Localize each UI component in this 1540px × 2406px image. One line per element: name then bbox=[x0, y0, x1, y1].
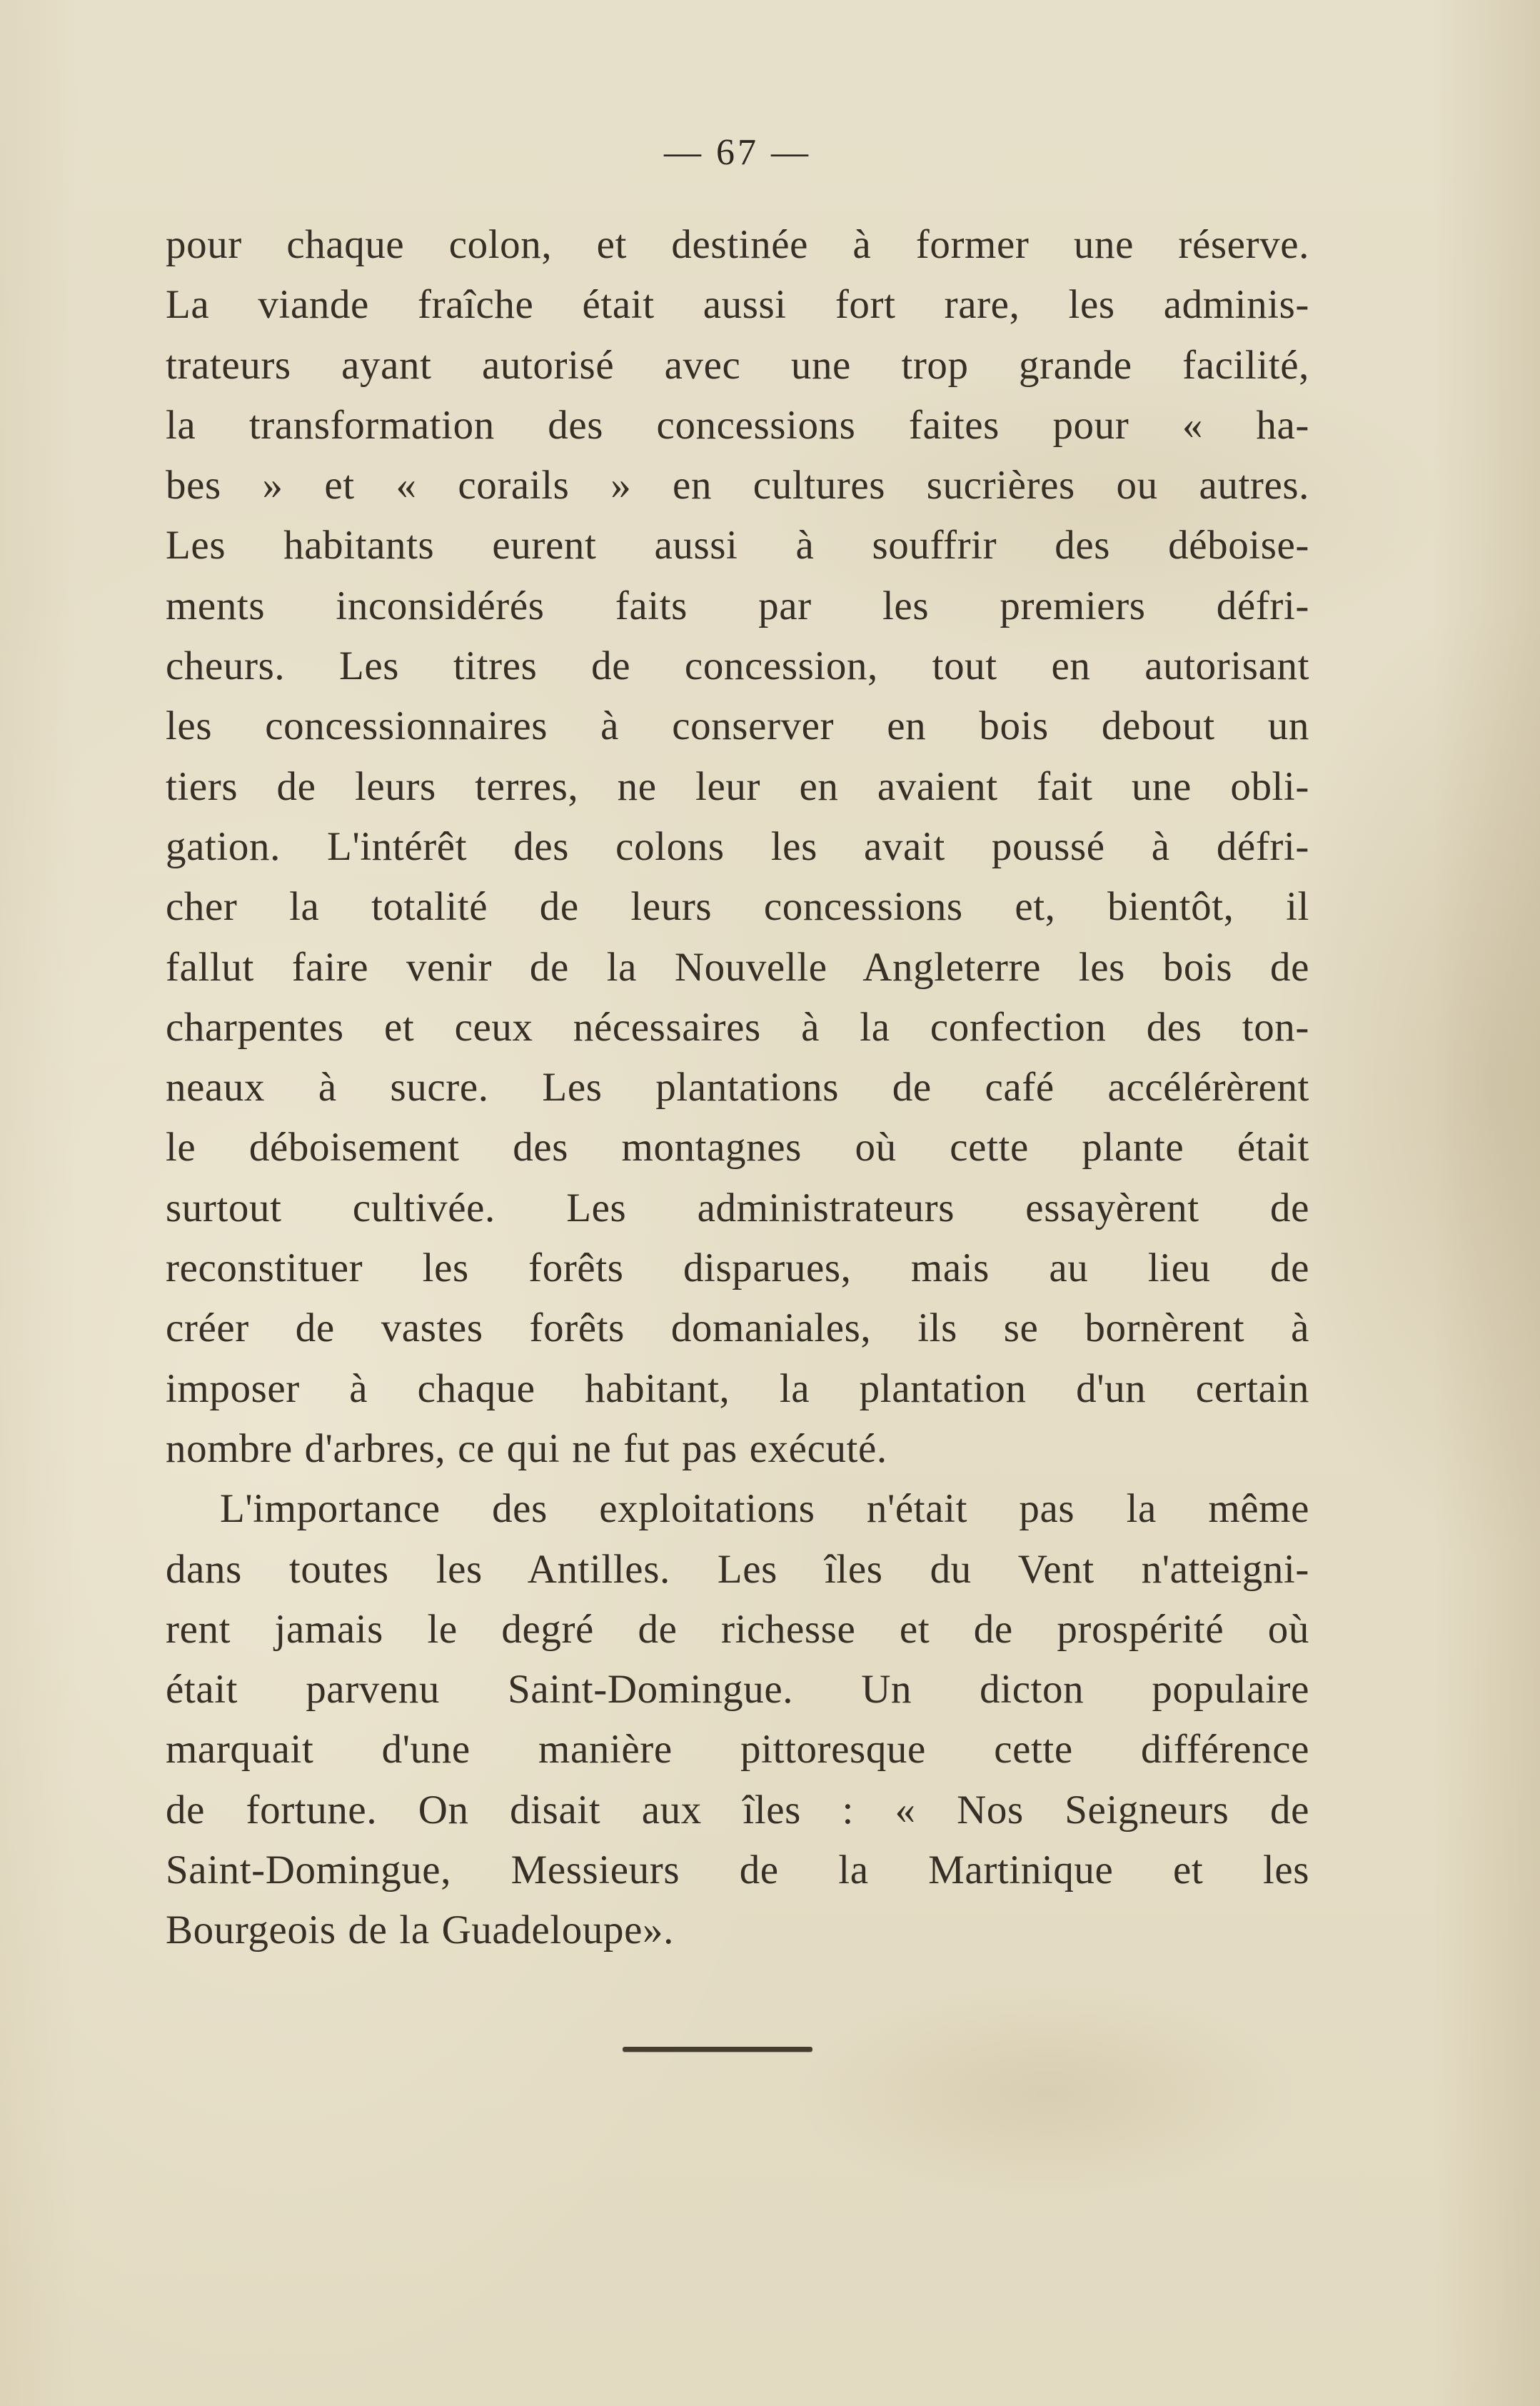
section-divider-rule bbox=[623, 2047, 812, 2052]
body-text bbox=[166, 215, 1309, 1961]
text-line: Saint-Domingue, Messieurs de la Martinique et les bbox=[166, 1848, 1309, 1893]
text-line: La viande fraîche était aussi fort rare, les adminis- bbox=[166, 282, 1309, 328]
text-line: Les habitants eurent aussi à souffrir des déboise- bbox=[166, 523, 1309, 568]
text-line: le déboisement des montagnes où cette plante était bbox=[166, 1125, 1309, 1171]
text-line: créer de vastes forêts domaniales, ils se bornèrent à bbox=[166, 1305, 1309, 1351]
text-line: neaux à sucre. Les plantations de café accélérèrent bbox=[166, 1065, 1309, 1111]
text-line: cher la totalité de leurs concessions et, bientôt, il bbox=[166, 884, 1309, 930]
text-line: était parvenu Saint-Domingue. Un dicton populaire bbox=[166, 1667, 1309, 1713]
text-line: pour chaque colon, et destinée à former une réserve. bbox=[166, 222, 1309, 267]
text-line: trateurs ayant autorisé avec une trop grande facilité, bbox=[166, 342, 1309, 388]
text-line-paragraph-start: L'importance des exploitations n'était pas la même bbox=[220, 1486, 1309, 1532]
text-line: cheurs. Les titres de concession, tout en autorisant bbox=[166, 643, 1309, 689]
text-line: fallut faire venir de la Nouvelle Angleterre les bois de bbox=[166, 944, 1309, 990]
text-line: surtout cultivée. Les administrateurs essayèrent de bbox=[166, 1185, 1309, 1230]
text-line: ments inconsidérés faits par les premiers défri- bbox=[166, 583, 1309, 628]
text-line-paragraph-end: Bourgeois de la Guadeloupe». bbox=[166, 1908, 674, 1953]
text-line: marquait d'une manière pittoresque cette différence bbox=[166, 1727, 1309, 1773]
text-line: dans toutes les Antilles. Les îles du Vent n'atteigni- bbox=[166, 1546, 1309, 1592]
text-line: de fortune. On disait aux îles : « Nos Seigneurs de bbox=[166, 1787, 1309, 1833]
text-line: la transformation des concessions faites pour « ha- bbox=[166, 402, 1309, 448]
text-line: bes » et « corails » en cultures sucrières ou autres. bbox=[166, 463, 1309, 508]
text-line: imposer à chaque habitant, la plantation d'un certain bbox=[166, 1365, 1309, 1411]
text-line: rent jamais le degré de richesse et de prospérité où bbox=[166, 1606, 1309, 1652]
text-line: reconstituer les forêts disparues, mais au lieu de bbox=[166, 1245, 1309, 1291]
text-line: les concessionnaires à conserver en bois debout un bbox=[166, 703, 1309, 749]
page-number: — 67 — bbox=[664, 132, 811, 173]
text-line: gation. L'intérêt des colons les avait poussé à défri- bbox=[166, 823, 1309, 869]
text-line: tiers de leurs terres, ne leur en avaient fait une obli- bbox=[166, 763, 1309, 809]
text-line-paragraph-end: nombre d'arbres, ce qui ne fut pas exécuté. bbox=[166, 1425, 887, 1471]
text-line: charpentes et ceux nécessaires à la confection des ton- bbox=[166, 1004, 1309, 1050]
